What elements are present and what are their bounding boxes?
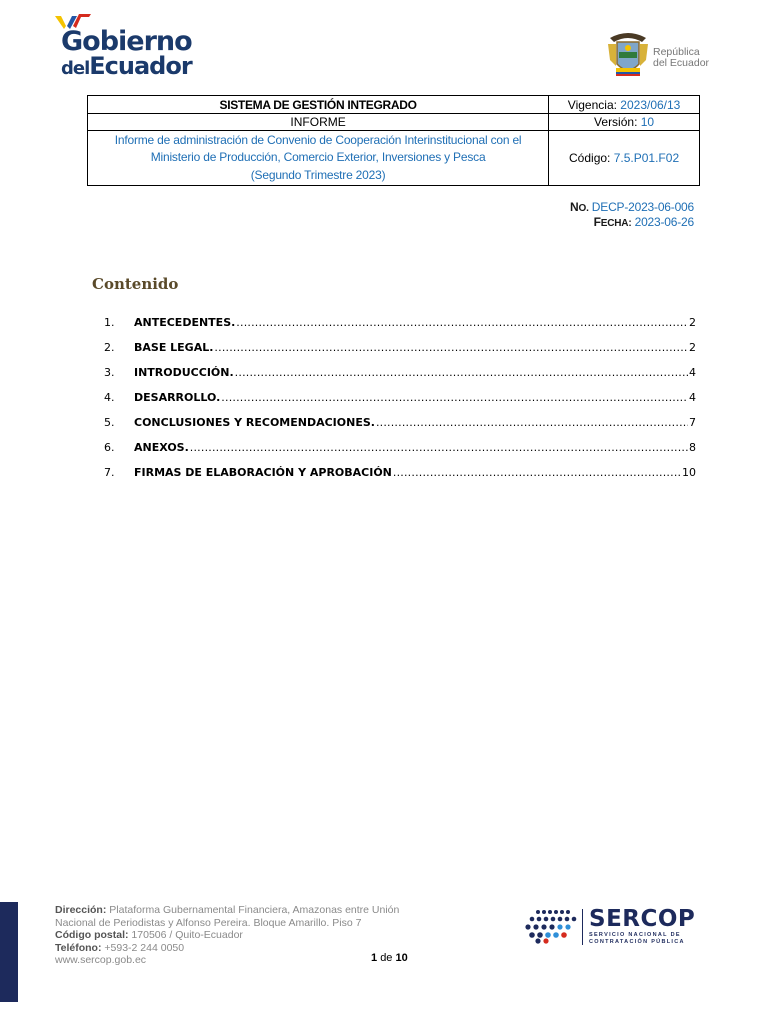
sercop-subtitle-line2: CONTRATACIÓN PÚBLICA [589,938,685,945]
system-title-cell: SISTEMA DE GESTIÓN INTEGRADO [88,96,549,114]
document-number [570,200,694,214]
page-of: de [380,952,393,964]
document-date-value: 2023-06-26 [634,215,694,229]
vigencia-value: 2023/06/13 [620,97,681,112]
gobierno-logo-line2 [61,52,192,80]
footer-accent-bar [0,902,18,1002]
toc-item-firmas[interactable] [104,460,696,485]
toc-item-conclusiones[interactable] [104,410,696,435]
gobierno-logo-del: del [61,58,90,79]
vigencia-label: Vigencia: [567,97,617,112]
telefono-value: +593-2 244 0050 [104,941,185,954]
toc-leader-dots [190,441,688,454]
codigo-value: 7.5.P01.F02 [613,151,680,165]
contents-heading: Contenido [92,275,179,293]
toc-item-title: DESARROLLO. [134,391,221,404]
footer-direccion-line1 [55,904,399,917]
document-number-label [570,200,589,214]
footer-address-block [55,904,399,967]
codigo-cell [549,131,700,186]
version-label: Versión: [594,115,638,129]
toc-item-introduccion[interactable] [104,360,696,385]
toc-leader-dots [214,341,688,354]
version-value: 10 [640,115,655,129]
toc-item-title: FIRMAS DE ELABORACIÓN Y APROBACIÓN [134,466,392,479]
report-description-cell [88,131,549,186]
page-total: 10 [395,952,408,964]
sercop-name: SERCOP [589,906,696,932]
direccion-line1: Plataforma Gubernamental Financiera, Amazonas entre Unión [109,904,400,916]
toc-item-number: 7. [104,466,115,479]
toc-leader-dots [376,416,688,429]
sercop-subtitle [589,932,685,945]
document-number-label-rest: O. [578,203,589,214]
footer-codigo-postal [55,929,399,942]
toc-item-page: 2 [689,316,696,329]
sercop-logo [524,906,708,948]
toc-item-base-legal[interactable] [104,335,696,360]
toc-item-page: 7 [689,416,696,429]
table-of-contents [104,310,696,485]
document-date-label-initial: F [593,215,601,229]
toc-item-title: CONCLUSIONES Y RECOMENDACIONES. [134,416,375,429]
toc-item-page: 2 [689,341,696,354]
toc-item-number: 4. [104,391,115,404]
page-current: 1 [371,952,378,964]
description-line: Informe de administración de Convenio de Cooperación Interinstitucional con el [114,132,522,147]
gobierno-logo-ecuador: Ecuador [89,52,192,80]
toc-item-anexos[interactable] [104,435,696,460]
document-number-value: DECP-2023-06-006 [591,200,694,214]
document-date-label [594,215,632,229]
toc-item-desarrollo[interactable] [104,385,696,410]
footer-website-link[interactable]: www.sercop.gob.ec [55,954,147,966]
toc-leader-dots [236,316,688,329]
document-date [594,215,694,229]
coat-of-arms-icon [606,30,650,80]
republica-logo-text [653,47,709,69]
direccion-line2: Nacional de Periodistas y Alfonso Pereira. Bloque Amarillo. Piso 7 [55,916,362,929]
document-date-label-rest: ECHA: [600,218,632,229]
toc-item-number: 1. [104,316,115,329]
sercop-dots-icon [524,908,579,944]
gobierno-logo-line1: Gobierno [61,26,192,57]
codigo-postal-label: Código postal: [55,929,129,941]
toc-item-title: ANEXOS. [134,441,189,454]
sercop-divider [582,909,583,945]
toc-leader-dots [235,366,688,379]
toc-item-page: 4 [689,366,696,379]
republica-logo-line2: del Ecuador [653,57,710,69]
document-control-table [87,95,700,186]
republica-logo-line1: República [653,46,700,58]
toc-item-number: 6. [104,441,115,454]
toc-leader-dots [393,466,681,479]
toc-item-antecedentes[interactable] [104,310,696,335]
toc-item-title: INTRODUCCIÓN. [134,366,234,379]
toc-leader-dots [221,391,688,404]
footer-telefono [55,942,399,955]
description-line: (Segundo Trimestre 2023) [250,167,386,182]
toc-item-page: 8 [689,441,696,454]
toc-item-page: 10 [682,466,696,479]
gobierno-ecuador-logo [55,14,205,78]
toc-item-number: 2. [104,341,115,354]
codigo-postal-value: 170506 / Quito-Ecuador [131,929,243,941]
version-cell [549,114,700,131]
informe-cell: INFORME [88,114,549,131]
sercop-subtitle-line1: SERVICIO NACIONAL DE [589,932,681,938]
page-number [371,952,408,964]
direccion-label: Dirección: [55,904,107,916]
description-line: Ministerio de Producción, Comercio Exterior, Inversiones y Pesca [150,150,486,165]
telefono-label: Teléfono: [55,941,102,954]
toc-item-number: 5. [104,416,115,429]
toc-item-number: 3. [104,366,115,379]
codigo-label: Código: [569,151,611,165]
vigencia-cell [549,96,700,114]
toc-item-title: ANTECEDENTES. [134,316,236,329]
republica-ecuador-logo [606,30,726,80]
toc-item-title: BASE LEGAL. [134,341,214,354]
document-number-label-initial: N [570,200,579,214]
toc-item-page: 4 [689,391,696,404]
